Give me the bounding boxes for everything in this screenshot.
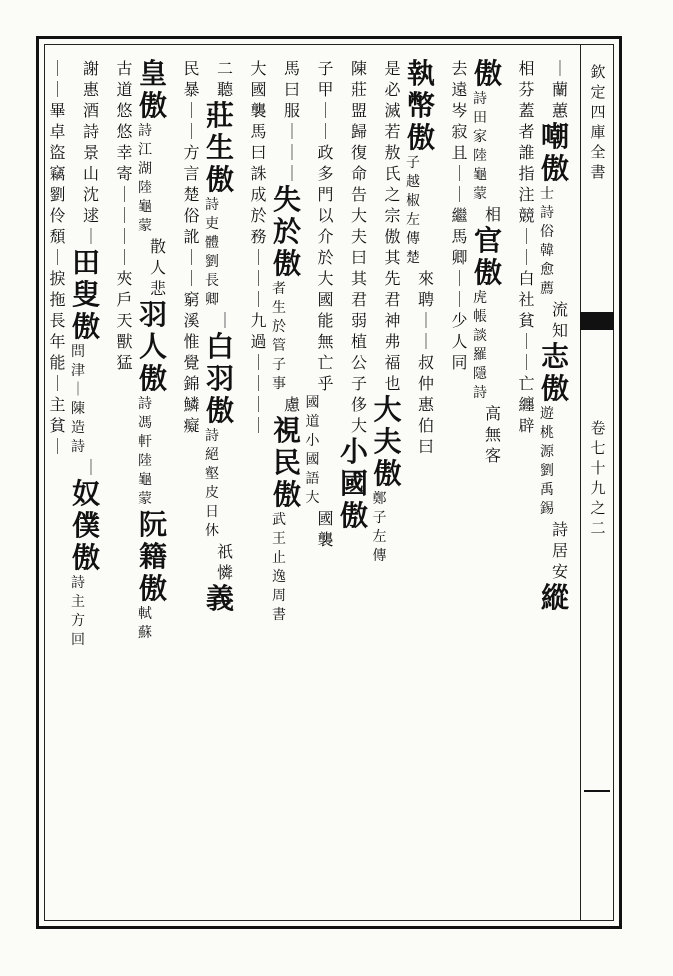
body-text: 謝 惠 酒 詩 景 山 沈 逑 ｜ bbox=[82, 59, 99, 246]
annotation-subline: 武 王 止 bbox=[272, 512, 286, 566]
body-text: 去 遠 岑 寂 且 ｜ ｜ 繼 馬 卿 ｜ ｜ 少 人 同 bbox=[451, 59, 468, 372]
volume-label bbox=[588, 418, 608, 538]
entry-heading: 縱 bbox=[540, 581, 569, 614]
body-text: 國 襲 bbox=[317, 509, 334, 549]
body-text: 大 國 襲 馬 曰 誅 bbox=[250, 59, 267, 183]
annotation-subline: 遊 桃 源 bbox=[540, 406, 554, 460]
body-text: ｜ bbox=[82, 458, 99, 477]
annotation-subline: 國 道 小 bbox=[305, 395, 320, 449]
annotation-subline: 軾 bbox=[138, 606, 152, 622]
volume-text: 卷 七 十 九 之 二 bbox=[590, 419, 606, 537]
annotation-subline: 鄭 子 bbox=[372, 491, 387, 526]
annotation-subline: 虎 帳 談 bbox=[473, 290, 487, 344]
annotation-subline: 問 津 ｜ bbox=[71, 344, 85, 398]
body-text: 民 暴 ｜ ｜ 方 言 楚 俗 訛 ｜ ｜ 窮 溪 惟 覺 錦 鱗 癡 bbox=[183, 59, 200, 435]
annotation-subline: 方 回 bbox=[71, 613, 85, 648]
annotation-subline: 詩 馮 軒 bbox=[138, 396, 152, 450]
body-text: 成 於 務 ｜ ｜ ｜ bbox=[250, 185, 267, 309]
annotation-subline: 國 語 大 bbox=[305, 452, 320, 506]
annotation-subline: 蘇 bbox=[138, 625, 152, 641]
body-text: 子 甲 ｜ ｜ 政 多 門 以 介 於 大 國 能 無 亡 乎 bbox=[317, 59, 334, 393]
annotation-subline: 詩 主 bbox=[71, 575, 85, 610]
entry-heading: 羽 人 傲 bbox=[138, 298, 167, 395]
annotation-subline: 管 子 事 bbox=[272, 338, 286, 392]
entry-heading: 大 夫 傲 bbox=[373, 393, 402, 490]
body-text: 來 聘 ｜ ｜ 叔 仲 惠 伯 曰 bbox=[417, 269, 434, 456]
annotation-subline: 詩 田 家 bbox=[473, 91, 487, 145]
annotation-subline: 詩 吏 體 bbox=[205, 197, 219, 251]
body-text: 高 無 客 bbox=[484, 404, 501, 465]
entry-heading: 義 bbox=[205, 582, 234, 615]
annotation-subline: 陳 造 詩 bbox=[71, 401, 85, 455]
annotation-subline: 左 傳 楚 bbox=[406, 212, 420, 266]
body-text: 流 知 bbox=[551, 300, 568, 340]
entry-heading: 執 幣 傲 bbox=[406, 57, 435, 154]
body-text: 詩 居 安 bbox=[551, 520, 568, 581]
annotation-subline: 韓 愈 薦 bbox=[540, 243, 554, 297]
body-text: 古 道 悠 悠 幸 寄 ｜ ｜ ｜ ｜ 夾 戶 天 獸 猛 bbox=[116, 59, 133, 372]
entry-heading: 皇 傲 bbox=[138, 57, 167, 122]
entry-heading: 田 叟 傲 bbox=[71, 246, 100, 343]
annotation-subline: 詩 絕 壑 bbox=[205, 428, 219, 482]
body-text: ｜ 蘭 蕙 bbox=[551, 59, 568, 120]
annotation-subline: 羅 隱 詩 bbox=[473, 347, 487, 401]
body-text: 祇 憐 bbox=[216, 542, 233, 582]
body-text: ｜ ｜ 畢 卓 盜 竊 劉 伶 頹 ｜ 捩 拖 長 年 能 ｜ 主 貧 ｜ bbox=[49, 59, 66, 456]
body-text: 馬 曰 服 ｜ ｜ ｜ bbox=[283, 59, 300, 183]
entry-heading: 白 羽 傲 bbox=[205, 330, 234, 427]
entry-heading: 莊 生 傲 bbox=[205, 99, 234, 196]
entry-heading: 視 民 傲 bbox=[272, 414, 301, 511]
entry-heading: 阮 籍 傲 bbox=[138, 508, 167, 605]
annotation-subline: 劉 長 卿 bbox=[205, 254, 219, 308]
margin-rule bbox=[584, 790, 610, 792]
annotation-subline: 子 越 椒 bbox=[406, 155, 420, 209]
body-text: 九 過 ｜ ｜ ｜ ｜ bbox=[250, 311, 267, 435]
annotation-subline: 者 生 於 bbox=[272, 281, 286, 335]
entry-heading: 小 國 傲 bbox=[339, 435, 368, 532]
annotation-subline: 劉 禹 錫 bbox=[540, 463, 554, 517]
annotation-subline: 左 傳 bbox=[372, 529, 387, 564]
book-title-text: 欽 定 四 庫 全 書 bbox=[590, 63, 606, 181]
entry-heading: 志 傲 bbox=[540, 340, 569, 405]
annotation-subline: 逸 周 書 bbox=[272, 569, 286, 623]
fish-tail-mark bbox=[580, 312, 614, 330]
entry-heading: 失 於 傲 bbox=[272, 183, 301, 280]
entry-heading: 嘲 傲 bbox=[540, 120, 569, 185]
body-text: 散 人 悲 bbox=[149, 237, 166, 298]
entry-heading: 奴 僕 傲 bbox=[71, 477, 100, 574]
annotation-subline: 陸 龜 蒙 bbox=[138, 180, 152, 234]
body-text: ｜ bbox=[216, 311, 233, 330]
annotation-subline: 士 詩 俗 bbox=[540, 186, 554, 240]
book-title-label bbox=[588, 62, 608, 182]
entry-heading: 官 傲 bbox=[473, 224, 502, 289]
annotation-subline: 皮 日 休 bbox=[205, 485, 219, 539]
body-text: 陳 莊 盟 歸 復 命 告 大 夫 曰 其 君 弱 植 公 子 侈 大 bbox=[350, 59, 367, 435]
body-text: 二 聽 bbox=[216, 59, 233, 99]
body-text: 慮 bbox=[283, 395, 300, 414]
text-column-c16 bbox=[36, 58, 80, 918]
annotation-subline: 陸 龜 蒙 bbox=[473, 148, 487, 202]
annotation-subline: 陸 龜 蒙 bbox=[138, 453, 152, 507]
body-text: 相 bbox=[484, 205, 501, 224]
body-text: 是 必 滅 若 敖 氏 之 宗 傲 其 先 君 神 弗 福 也 bbox=[384, 59, 401, 393]
body-text: 相 芬 蓋 者 誰 指 注 競 ｜ ｜ 白 社 貧 ｜ ｜ 亡 纏 辟 bbox=[518, 59, 535, 435]
entry-heading: 傲 bbox=[473, 57, 502, 90]
annotation-subline: 詩 江 湖 bbox=[138, 123, 152, 177]
